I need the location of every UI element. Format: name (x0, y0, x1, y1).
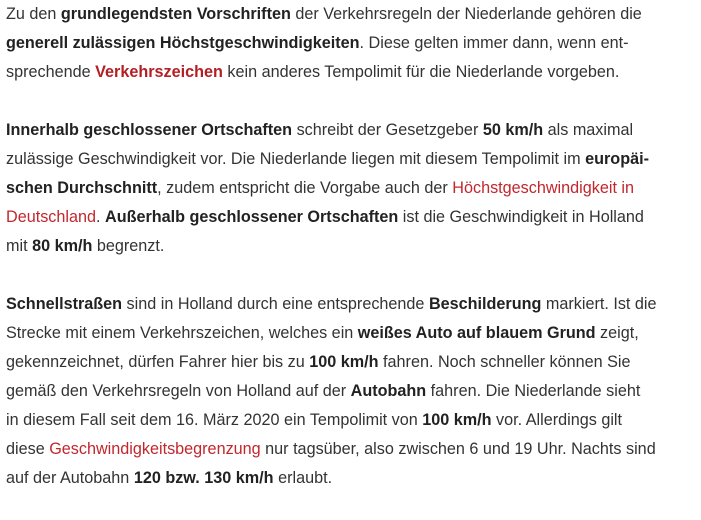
body-text: markiert. Ist die (541, 295, 657, 313)
text-line (6, 116, 694, 145)
inline-link[interactable]: Deutschland (6, 208, 96, 226)
body-text: zeigt, (595, 324, 639, 342)
text-line (6, 348, 694, 377)
text-line (6, 464, 694, 493)
bold-text: 120 bzw. 130 km/h (133, 469, 274, 487)
bold-text: Schnellstraßen (6, 295, 123, 313)
paragraph-1 (6, 0, 694, 87)
body-text: der Verkehrsregeln der Niederlande gehören die (290, 5, 642, 23)
inline-link[interactable]: Verkehrszeichen (95, 63, 223, 81)
body-text: nur tagsüber, also zwischen 6 und 19 Uhr. Nachts sind (260, 440, 656, 458)
body-text: fahren. Noch schneller können Sie (378, 353, 631, 371)
bold-text: Außerhalb geschlossener Ortschaften (105, 208, 399, 226)
paragraph-3 (6, 290, 694, 493)
body-text: Zu den (6, 5, 61, 23)
bold-text: europäi- (585, 150, 649, 168)
inline-link[interactable]: Höchstgeschwindigkeit in (452, 179, 635, 197)
bold-text: weißes Auto auf blauem Grund (357, 324, 596, 342)
text-line (6, 29, 694, 58)
text-line (6, 319, 694, 348)
body-text: mit (6, 237, 33, 255)
text-line (6, 232, 694, 261)
bold-text: schen Durchschnitt (6, 179, 158, 197)
body-text: als maximal (543, 121, 634, 139)
text-line (6, 174, 694, 203)
text-line (6, 290, 694, 319)
body-text: sind in Holland durch eine entsprechende (122, 295, 429, 313)
text-line (6, 58, 694, 87)
body-text: fahren. Die Niederlande sieht (426, 382, 641, 400)
body-text: . Diese gelten immer dann, wenn ent- (359, 34, 629, 52)
body-text: in diesem Fall seit dem 16. März 2020 ein Tempolimit von (6, 411, 423, 429)
bold-text: Innerhalb geschlossener Ortschaften (6, 121, 293, 139)
text-line (6, 203, 694, 232)
bold-text: grundlegendsten Vorschriften (60, 5, 291, 23)
bold-text: generell zulässigen Höchstgeschwindigkeiten (6, 34, 360, 52)
text-line (6, 0, 694, 29)
article-body (6, 0, 694, 493)
text-line (6, 377, 694, 406)
body-text: diese (6, 440, 50, 458)
text-line (6, 406, 694, 435)
body-text: auf der Autobahn (6, 469, 134, 487)
body-text: erlaubt. (273, 469, 333, 487)
body-text: schreibt der Gesetzgeber (292, 121, 483, 139)
body-text: sprechende (6, 63, 96, 81)
body-text: kein anderes Tempolimit für die Niederlande vorgeben. (222, 63, 620, 81)
body-text: , zudem entspricht die Vorgabe auch der (157, 179, 453, 197)
bold-text: Autobahn (350, 382, 427, 400)
body-text: zulässige Geschwindigkeit vor. Die Niederlande liegen mit diesem Tempolimit im (6, 150, 586, 168)
inline-link[interactable]: Geschwindigkeitsbegrenzung (49, 440, 261, 458)
body-text: Strecke mit einem Verkehrszeichen, welches ein (6, 324, 358, 342)
bold-text: 100 km/h (422, 411, 492, 429)
body-text: gekennzeichnet, dürfen Fahrer hier bis zu (6, 353, 310, 371)
body-text: begrenzt. (92, 237, 165, 255)
body-text: vor. Allerdings gilt (491, 411, 623, 429)
bold-text: 100 km/h (309, 353, 379, 371)
body-text: ist die Geschwindigkeit in Holland (398, 208, 644, 226)
bold-text: Beschilderung (428, 295, 542, 313)
text-line (6, 435, 694, 464)
bold-text: 80 km/h (32, 237, 93, 255)
paragraph-2 (6, 116, 694, 261)
text-line (6, 145, 694, 174)
bold-text: 50 km/h (482, 121, 544, 139)
body-text: . (96, 208, 105, 226)
body-text: gemäß den Verkehrsregeln von Holland auf der (6, 382, 351, 400)
